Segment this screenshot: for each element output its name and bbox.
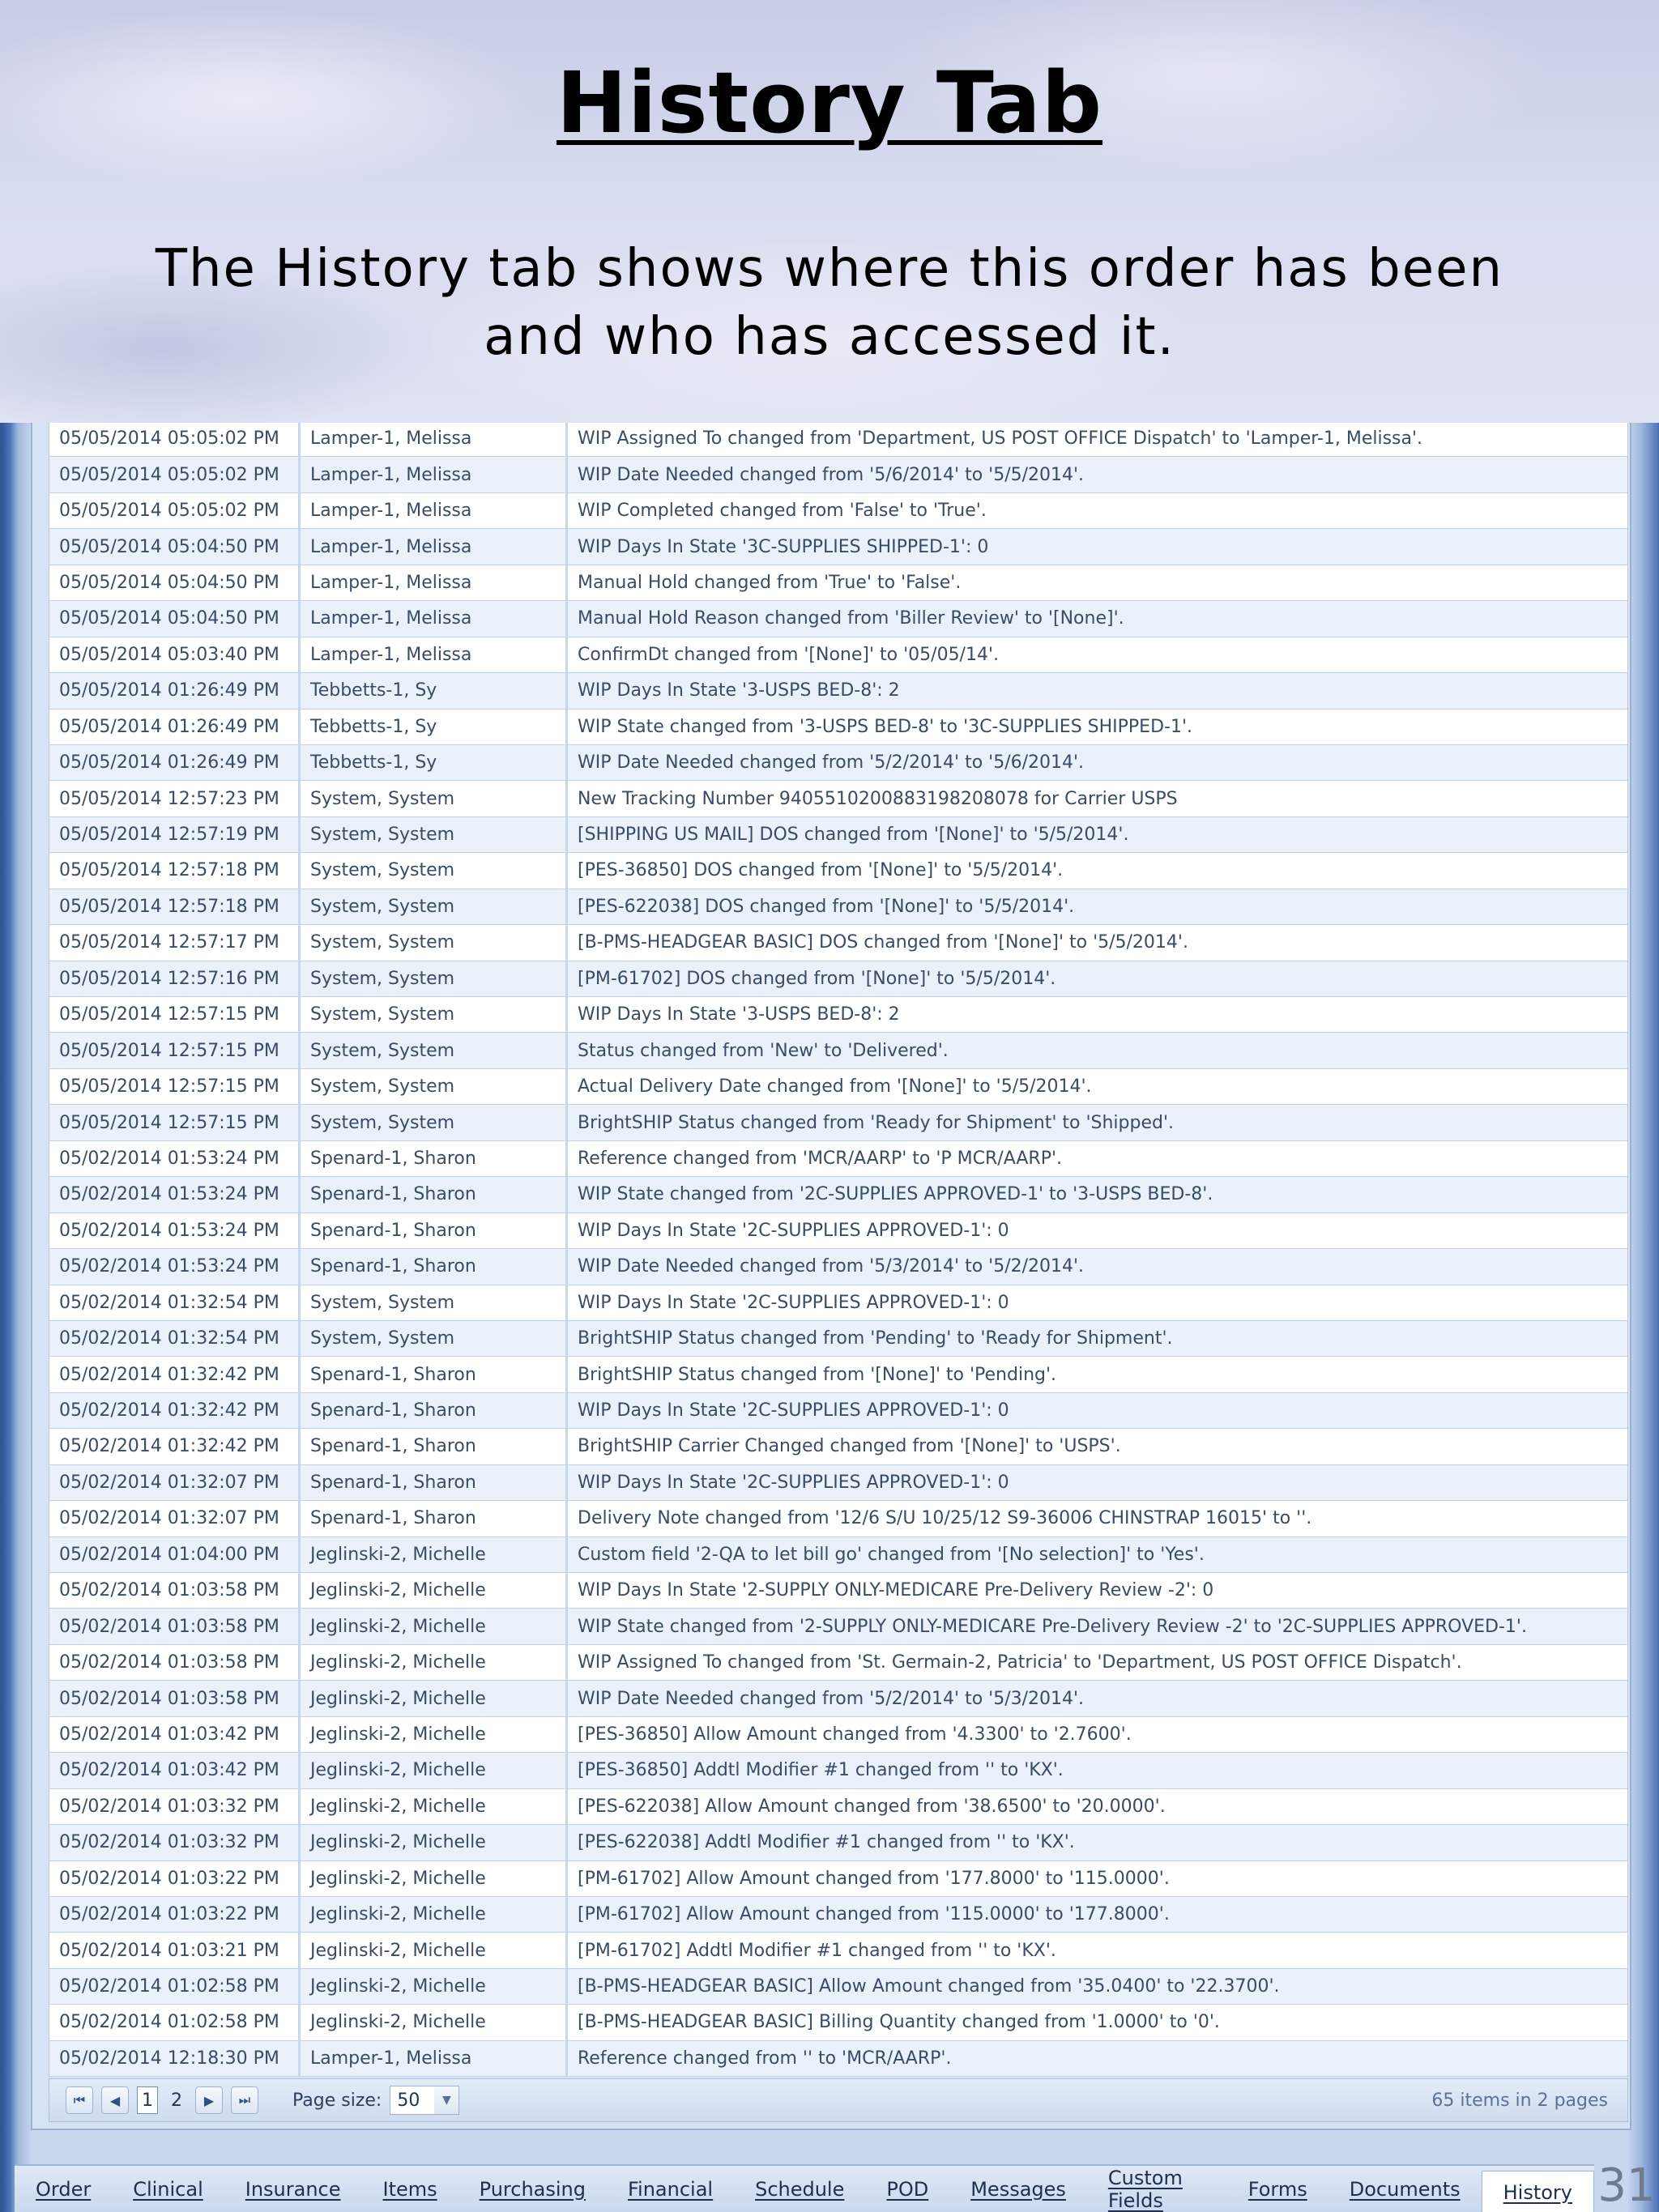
row-description: WIP Days In State '2C-SUPPLIES APPROVED-1': 0 [578,1220,1009,1241]
row-description: Actual Delivery Date changed from '[None]' to '5/5/2014'. [578,1076,1092,1097]
row-date: 05/05/2014 12:57:19 PM [49,817,301,852]
slide-header [0,0,1659,423]
row-description: [B-PMS-HEADGEAR BASIC] Allow Amount changed from '35.0400' to '22.3700'. [578,1976,1280,1997]
table-row[interactable] [49,2041,1627,2077]
row-user: Spenard-1, Sharon [301,1393,568,1428]
table-row[interactable] [49,1249,1627,1285]
row-description: BrightSHIP Carrier Changed changed from '[None]' to 'USPS'. [578,1436,1121,1457]
table-row[interactable] [49,1465,1627,1501]
last-page-icon[interactable]: ⏭ [231,2086,258,2114]
table-row[interactable] [49,601,1627,637]
row-description: WIP Days In State '2C-SUPPLIES APPROVED-1': 0 [578,1292,1009,1313]
tab-financial[interactable]: Financial [627,2177,714,2201]
row-description: WIP Days In State '3-USPS BED-8': 2 [578,1004,900,1025]
row-user: System, System [301,1033,568,1068]
row-date: 05/02/2014 01:32:07 PM [49,1501,301,1536]
row-user: Lamper-1, Melissa [301,529,568,564]
row-date: 05/02/2014 01:03:42 PM [49,1753,301,1788]
table-row[interactable] [49,1609,1627,1644]
table-row[interactable] [49,1033,1627,1068]
row-description: [PM-61702] Addtl Modifier #1 changed from '' to 'KX'. [578,1940,1056,1961]
row-user: Tebbetts-1, Sy [301,673,568,708]
first-page-icon[interactable]: ⏮ [66,2086,93,2114]
table-row[interactable] [49,2005,1627,2040]
row-description: [PM-61702] Allow Amount changed from '177.8000' to '115.0000'. [578,1868,1170,1889]
row-description: [B-PMS-HEADGEAR BASIC] Billing Quantity changed from '1.0000' to '0'. [578,2012,1220,2033]
table-row[interactable] [49,961,1627,997]
table-row[interactable] [49,1645,1627,1681]
pager [49,2078,1628,2122]
row-date: 05/05/2014 12:57:18 PM [49,889,301,924]
table-row[interactable] [49,889,1627,925]
table-row[interactable] [49,565,1627,601]
table-row[interactable] [49,673,1627,709]
row-user: Spenard-1, Sharon [301,1501,568,1536]
row-date: 05/02/2014 01:03:32 PM [49,1789,301,1824]
row-description: WIP Days In State '2C-SUPPLIES APPROVED-1': 0 [578,1472,1009,1493]
row-user: Jeglinski-2, Michelle [301,1933,568,1967]
row-description: Status changed from 'New' to 'Delivered'. [578,1040,949,1061]
row-user: Lamper-1, Melissa [301,565,568,600]
table-row[interactable] [49,529,1627,565]
row-date: 05/02/2014 01:02:58 PM [49,1969,301,2004]
row-user: Jeglinski-2, Michelle [301,1573,568,1608]
row-description: [PES-36850] Allow Amount changed from '4.3300' to '2.7600'. [578,1724,1132,1745]
table-row[interactable] [49,1357,1627,1392]
table-row[interactable] [49,1753,1627,1788]
tab-insurance[interactable]: Insurance [245,2177,341,2201]
row-date: 05/02/2014 01:03:42 PM [49,1717,301,1752]
table-row[interactable] [49,1393,1627,1429]
row-date: 05/05/2014 12:57:15 PM [49,997,301,1032]
row-user: Jeglinski-2, Michelle [301,1825,568,1860]
table-row[interactable] [49,817,1627,853]
subtitle-line-2: and who has accessed it. [484,307,1175,367]
row-date: 05/05/2014 05:04:50 PM [49,565,301,600]
row-date: 05/02/2014 01:03:58 PM [49,1609,301,1643]
table-row[interactable] [49,710,1627,745]
row-description: WIP Date Needed changed from '5/6/2014' to '5/5/2014'. [578,464,1085,485]
row-user: System, System [301,1321,568,1356]
row-description: ConfirmDt changed from '[None]' to '05/05/14'. [578,644,1000,665]
tab-strip [15,2164,1594,2212]
row-date: 05/05/2014 05:03:40 PM [49,637,301,672]
table-row[interactable] [49,781,1627,816]
row-user: Jeglinski-2, Michelle [301,2005,568,2039]
row-user: System, System [301,853,568,888]
row-description: WIP Days In State '2-SUPPLY ONLY-MEDICARE Pre-Delivery Review -2': 0 [578,1580,1214,1601]
row-user: System, System [301,1105,568,1140]
tab-documents[interactable]: Documents [1349,2177,1461,2201]
slide-title: History Tab [556,53,1103,152]
table-row[interactable] [49,1573,1627,1609]
row-user: System, System [301,925,568,960]
row-date: 05/02/2014 01:03:58 PM [49,1573,301,1608]
row-description: [SHIPPING US MAIL] DOS changed from '[None]' to '5/5/2014'. [578,825,1129,846]
table-row[interactable] [49,1501,1627,1536]
row-user: Spenard-1, Sharon [301,1213,568,1248]
row-date: 05/02/2014 01:03:21 PM [49,1933,301,1967]
table-row[interactable] [49,1105,1627,1140]
row-description: [PM-61702] Allow Amount changed from '115.0000' to '177.8000'. [578,1904,1170,1925]
table-row[interactable] [49,421,1627,457]
page-size-select[interactable] [390,2086,459,2115]
row-description: Custom field '2-QA to let bill go' changed from '[No selection]' to 'Yes'. [578,1544,1205,1565]
row-description: BrightSHIP Status changed from '[None]' to 'Pending'. [578,1364,1057,1385]
slide-subtitle [122,235,1537,371]
row-date: 05/05/2014 05:05:02 PM [49,457,301,492]
table-row[interactable] [49,1069,1627,1105]
row-user: Spenard-1, Sharon [301,1429,568,1464]
row-description: [PES-622038] Allow Amount changed from '38.6500' to '20.0000'. [578,1796,1166,1817]
table-row[interactable] [49,1429,1627,1464]
row-description: Manual Hold changed from 'True' to 'False'. [578,572,962,593]
tab-clinical[interactable]: Clinical [133,2177,203,2201]
row-description: [PM-61702] DOS changed from '[None]' to '5/5/2014'. [578,968,1056,989]
slide-page-number: 31 [1597,2159,1656,2212]
row-user: System, System [301,997,568,1032]
row-date: 05/05/2014 12:57:15 PM [49,1033,301,1068]
row-user: Jeglinski-2, Michelle [301,1789,568,1824]
row-date: 05/02/2014 01:32:42 PM [49,1357,301,1392]
table-row[interactable] [49,853,1627,889]
table-row[interactable] [49,1897,1627,1933]
row-description: [PES-36850] DOS changed from '[None]' to '5/5/2014'. [578,860,1064,881]
row-user: Lamper-1, Melissa [301,601,568,636]
row-user: Lamper-1, Melissa [301,421,568,456]
row-description: [PES-36850] Addtl Modifier #1 changed from '' to 'KX'. [578,1760,1064,1781]
table-row[interactable] [49,1789,1627,1825]
tab-custom-fields[interactable]: Custom Fields [1107,2166,1183,2212]
row-date: 05/05/2014 05:05:02 PM [49,493,301,528]
tab-order[interactable]: Order [36,2177,92,2201]
row-user: Spenard-1, Sharon [301,1249,568,1284]
subtitle-line-1: The History tab shows where this order has been [155,239,1504,299]
row-description: Manual Hold Reason changed from 'Biller Review' to '[None]'. [578,608,1124,629]
table-row[interactable] [49,1969,1627,2005]
row-user: Jeglinski-2, Michelle [301,1861,568,1896]
tab-forms[interactable]: Forms [1247,2177,1307,2201]
row-description: [PES-622038] Addtl Modifier #1 changed from '' to 'KX'. [578,1832,1075,1853]
row-description: WIP Days In State '3C-SUPPLIES SHIPPED-1': 0 [578,536,989,557]
row-date: 05/02/2014 01:32:54 PM [49,1321,301,1356]
row-date: 05/02/2014 01:53:24 PM [49,1213,301,1248]
row-date: 05/05/2014 12:57:15 PM [49,1069,301,1104]
row-date: 05/05/2014 05:04:50 PM [49,529,301,564]
page-2-button[interactable]: 2 [171,2090,182,2111]
row-description: WIP Completed changed from 'False' to 'True'. [578,501,987,522]
row-date: 05/02/2014 01:02:58 PM [49,2005,301,2039]
tab-history[interactable]: History [1482,2171,1594,2212]
tab-messages[interactable]: Messages [970,2177,1066,2201]
row-date: 05/02/2014 01:53:24 PM [49,1249,301,1284]
table-row[interactable] [49,997,1627,1033]
row-date: 05/02/2014 01:03:58 PM [49,1681,301,1715]
table-row[interactable] [49,925,1627,961]
row-description: Reference changed from 'MCR/AARP' to 'P MCR/AARP'. [578,1148,1063,1169]
row-date: 05/05/2014 05:04:50 PM [49,601,301,636]
row-user: Spenard-1, Sharon [301,1357,568,1392]
page-size-value: 50 [397,2090,420,2111]
row-date: 05/02/2014 01:32:54 PM [49,1285,301,1320]
row-user: Spenard-1, Sharon [301,1177,568,1212]
row-date: 05/02/2014 01:03:22 PM [49,1897,301,1932]
row-description: WIP Assigned To changed from 'Department, US POST OFFICE Dispatch' to 'Lamper-1, Melissa'. [578,428,1423,450]
row-date: 05/05/2014 12:57:23 PM [49,781,301,816]
row-user: Lamper-1, Melissa [301,493,568,528]
row-description: WIP Assigned To changed from 'St. Germain-2, Patricia' to 'Department, US POST OFFICE Dispatch'. [578,1652,1462,1673]
row-user: Jeglinski-2, Michelle [301,1645,568,1680]
row-description: WIP Date Needed changed from '5/2/2014' to '5/6/2014'. [578,752,1085,774]
row-date: 05/05/2014 12:57:15 PM [49,1105,301,1140]
row-date: 05/05/2014 12:57:18 PM [49,853,301,888]
tab-items[interactable]: Items [382,2177,437,2201]
row-description: [PES-622038] DOS changed from '[None]' to '5/5/2014'. [578,896,1075,917]
chevron-down-icon[interactable]: ▼ [434,2086,458,2114]
row-date: 05/05/2014 01:26:49 PM [49,710,301,744]
row-user: Jeglinski-2, Michelle [301,1609,568,1643]
table-row[interactable] [49,1861,1627,1897]
row-user: Spenard-1, Sharon [301,1141,568,1176]
page-size-label: Page size: [292,2090,382,2111]
row-date: 05/02/2014 01:32:07 PM [49,1465,301,1500]
previous-page-icon[interactable]: ◀ [101,2086,129,2114]
table-row[interactable] [49,457,1627,492]
table-row[interactable] [49,493,1627,529]
table-row[interactable] [49,1285,1627,1321]
row-user: Jeglinski-2, Michelle [301,1753,568,1788]
row-user: Jeglinski-2, Michelle [301,1969,568,2004]
table-row[interactable] [49,1933,1627,1968]
row-date: 05/05/2014 12:57:17 PM [49,925,301,960]
row-user: System, System [301,1069,568,1104]
row-date: 05/02/2014 12:18:30 PM [49,2041,301,2076]
row-user: Jeglinski-2, Michelle [301,1717,568,1752]
row-date: 05/02/2014 01:03:32 PM [49,1825,301,1860]
table-row[interactable] [49,1717,1627,1753]
row-user: Jeglinski-2, Michelle [301,1537,568,1572]
row-date: 05/02/2014 01:03:22 PM [49,1861,301,1896]
row-description: WIP State changed from '3-USPS BED-8' to '3C-SUPPLIES SHIPPED-1'. [578,716,1192,737]
table-row[interactable] [49,1213,1627,1249]
row-description: BrightSHIP Status changed from 'Pending' to 'Ready for Shipment'. [578,1328,1173,1349]
page-1-button[interactable]: 1 [137,2086,158,2114]
row-user: System, System [301,781,568,816]
row-user: System, System [301,889,568,924]
row-date: 05/05/2014 12:57:16 PM [49,961,301,996]
table-row[interactable] [49,1321,1627,1357]
row-description: WIP Date Needed changed from '5/3/2014' to '5/2/2014'. [578,1256,1085,1277]
row-user: Lamper-1, Melissa [301,457,568,492]
row-description: [B-PMS-HEADGEAR BASIC] DOS changed from '[None]' to '5/5/2014'. [578,932,1188,953]
table-row[interactable] [49,1681,1627,1716]
row-user: System, System [301,817,568,852]
row-description: WIP State changed from '2-SUPPLY ONLY-MEDICARE Pre-Delivery Review -2' to '2C-SUPPLIES APPROVED-1'. [578,1616,1527,1637]
next-page-icon[interactable]: ▶ [195,2086,223,2114]
table-row[interactable] [49,637,1627,673]
pager-summary: 65 items in 2 pages [1431,2090,1608,2111]
row-date: 05/05/2014 05:05:02 PM [49,421,301,456]
row-user: Jeglinski-2, Michelle [301,1681,568,1715]
table-row[interactable] [49,1537,1627,1573]
table-row[interactable] [49,745,1627,781]
tab-purchasing[interactable]: Purchasing [479,2177,586,2201]
row-date: 05/02/2014 01:03:58 PM [49,1645,301,1680]
row-user: System, System [301,1285,568,1320]
row-date: 05/05/2014 01:26:49 PM [49,745,301,780]
row-description: Reference changed from '' to 'MCR/AARP'. [578,2048,952,2069]
row-date: 05/02/2014 01:32:42 PM [49,1393,301,1428]
row-user: Lamper-1, Melissa [301,637,568,672]
history-panel [31,405,1631,2130]
row-description: WIP Date Needed changed from '5/2/2014' to '5/3/2014'. [578,1688,1085,1709]
row-description: New Tracking Number 9405510200883198208078 for Carrier USPS [578,788,1178,809]
row-date: 05/02/2014 01:53:24 PM [49,1141,301,1176]
tab-schedule[interactable]: Schedule [755,2177,845,2201]
row-date: 05/05/2014 01:26:49 PM [49,673,301,708]
row-description: Delivery Note changed from '12/6 S/U 10/25/12 S9-36006 CHINSTRAP 16015' to ''. [578,1508,1312,1529]
row-description: BrightSHIP Status changed from 'Ready for Shipment' to 'Shipped'. [578,1112,1175,1133]
row-description: WIP Days In State '2C-SUPPLIES APPROVED-1': 0 [578,1400,1009,1421]
table-row[interactable] [49,1825,1627,1860]
table-row[interactable] [49,1177,1627,1213]
row-user: Tebbetts-1, Sy [301,710,568,744]
row-user: Spenard-1, Sharon [301,1465,568,1500]
row-description: WIP Days In State '3-USPS BED-8': 2 [578,680,900,701]
row-user: System, System [301,961,568,996]
history-grid [49,421,1628,2077]
tab-pod[interactable]: POD [886,2177,929,2201]
row-date: 05/02/2014 01:53:24 PM [49,1177,301,1212]
row-user: Lamper-1, Melissa [301,2041,568,2076]
table-row[interactable] [49,1141,1627,1177]
row-user: Jeglinski-2, Michelle [301,1897,568,1932]
row-user: Tebbetts-1, Sy [301,745,568,780]
row-description: WIP State changed from '2C-SUPPLIES APPROVED-1' to '3-USPS BED-8'. [578,1184,1213,1205]
row-date: 05/02/2014 01:04:00 PM [49,1537,301,1572]
row-date: 05/02/2014 01:32:42 PM [49,1429,301,1464]
